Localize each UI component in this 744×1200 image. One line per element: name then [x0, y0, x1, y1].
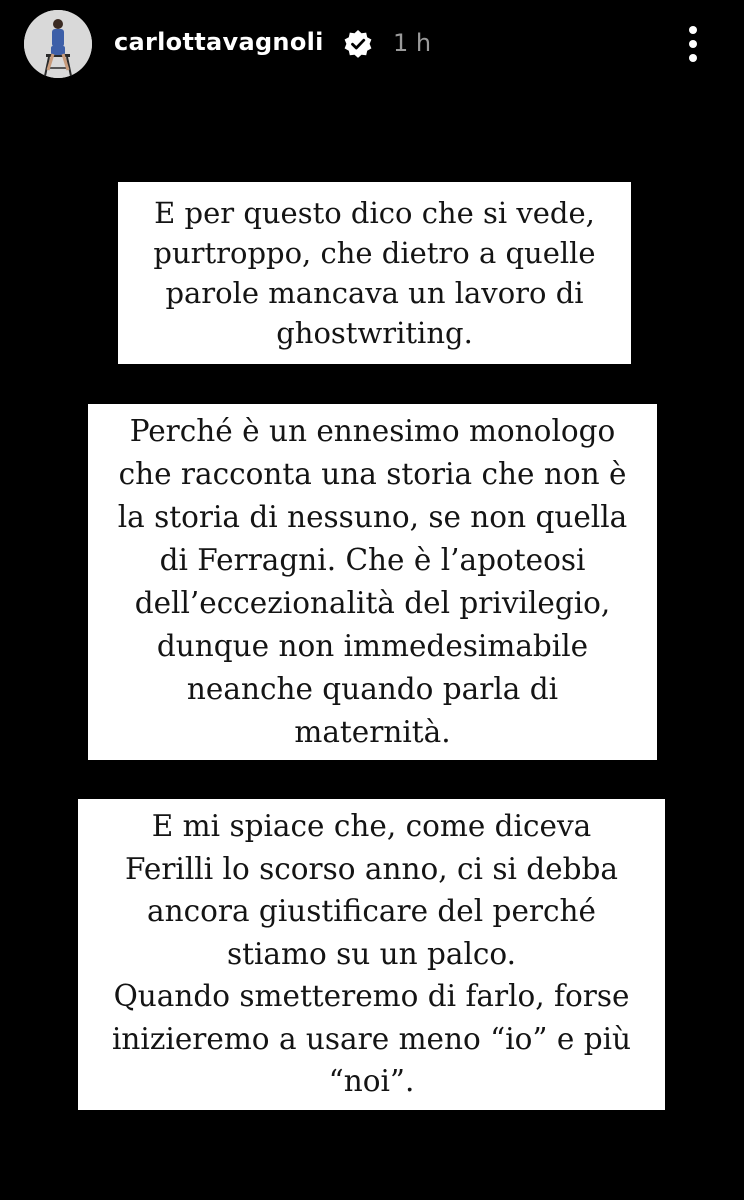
text-line: dunque non immedesimabile — [156, 629, 589, 663]
text-line: la storia di nessuno, se non quella — [117, 500, 628, 534]
dot — [689, 54, 697, 62]
more-vertical-icon[interactable] — [678, 22, 708, 66]
text-line: Ferilli lo scorso anno, ci si debba — [125, 851, 618, 886]
text-line: ghostwriting. — [276, 316, 473, 350]
text-line: di Ferragni. Che è l’apoteosi — [159, 543, 586, 577]
post-time: 1 h — [393, 29, 432, 57]
verified-badge-icon — [343, 29, 373, 59]
text-line: maternità. — [294, 715, 451, 749]
profile-photo-icon — [24, 10, 92, 78]
story-header — [0, 0, 744, 90]
dot — [689, 40, 697, 48]
text-line: parole mancava un lavoro di — [165, 276, 584, 310]
text-line: “noi”. — [328, 1064, 415, 1098]
text-line: dell’eccezionalità del privilegio, — [134, 586, 611, 620]
text-line: purtroppo, che dietro a quelle — [153, 236, 596, 270]
text-line: E per questo dico che si vede, — [154, 196, 595, 230]
text-line: Quando smetteremo di farlo, forse — [113, 979, 630, 1013]
text-line: stiamo su un palco. — [226, 936, 517, 971]
avatar[interactable] — [24, 10, 92, 78]
dot — [689, 26, 697, 34]
text-line: inizieremo a usare meno “io” e più — [111, 1021, 632, 1056]
text-line: ancora giustificare del perché — [147, 894, 596, 928]
username[interactable]: carlottavagnoli — [114, 28, 324, 56]
text-line: neanche quando parla di — [186, 672, 559, 706]
text-line: Perché è un ennesimo monologo — [129, 414, 616, 448]
text-line: che racconta una storia che non è — [118, 457, 627, 491]
text-card — [78, 799, 665, 1110]
text-card — [118, 182, 631, 364]
text-card — [88, 404, 657, 760]
text-line: E mi spiace che, come diceva — [151, 809, 592, 843]
